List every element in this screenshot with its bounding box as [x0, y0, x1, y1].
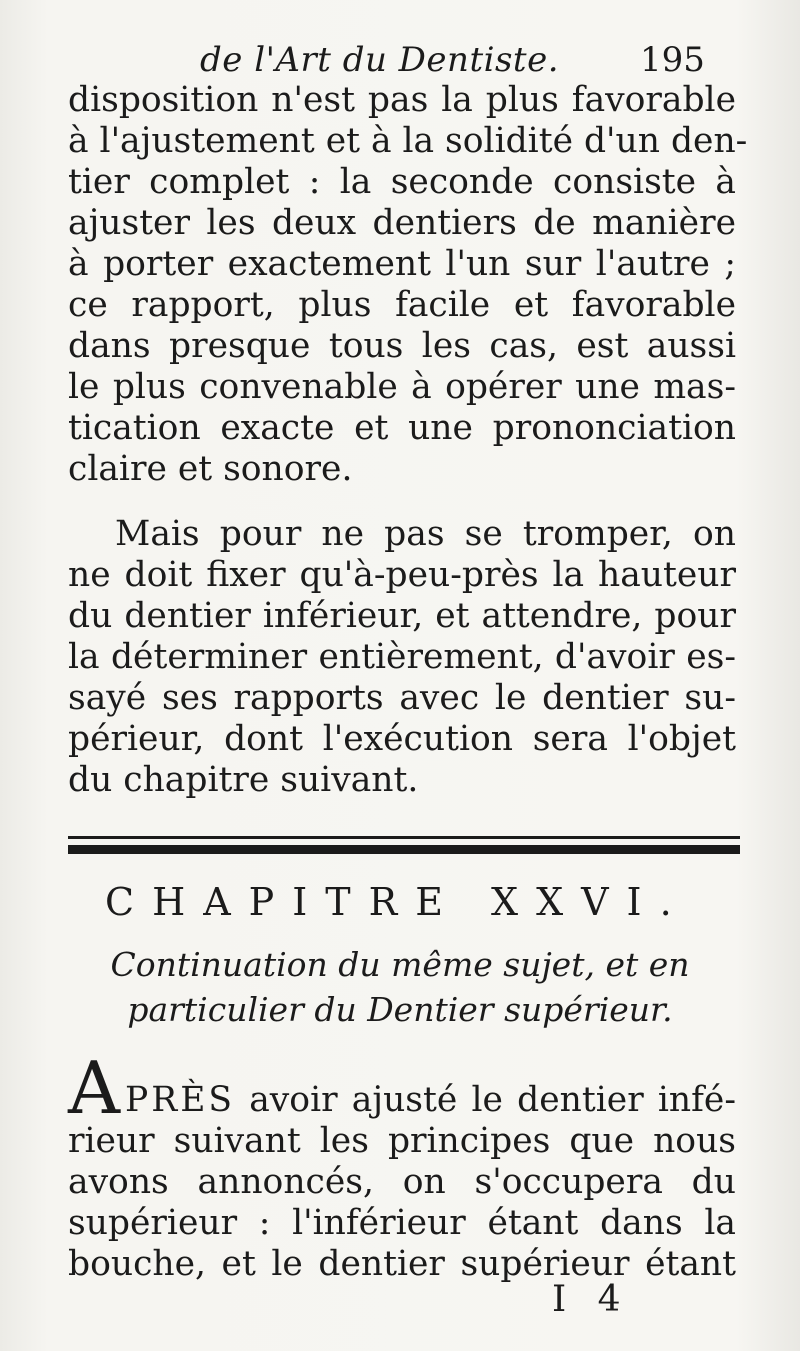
first-line-rest: avoir ajusté le dentier infé- [249, 1080, 736, 1120]
text-line: ne doit fixer qu'à-peu-près la hauteur [68, 555, 736, 595]
text-line: tication exacte et une prononciation [68, 408, 736, 448]
text-line: ce rapport, plus facile et favorable [68, 285, 736, 325]
text-line: tier complet : la seconde consiste à [68, 162, 736, 202]
text-line-indented: Mais pour ne pas se tromper, on [115, 514, 736, 554]
text-line: périeur, dont l'exécution sera l'objet [68, 719, 736, 759]
text-line: le plus convenable à opérer une mas- [68, 367, 736, 407]
divider-rule-thin [68, 836, 740, 839]
text-line: rieur suivant les principes que nous [68, 1121, 736, 1161]
text-line: à l'ajustement et à la solidité d'un den- [68, 121, 748, 161]
text-line: supérieur : l'inférieur étant dans la [68, 1203, 736, 1243]
divider-rule-thick [68, 845, 740, 854]
first-word-smallcaps: PRÈS [125, 1080, 236, 1120]
running-head [0, 36, 800, 86]
text-line: la déterminer entièrement, d'avoir es- [68, 637, 736, 677]
text-line: bouche, et le dentier supérieur étant [68, 1244, 736, 1284]
text-line: du chapitre suivant. [68, 760, 419, 800]
signature-mark: I 4 [552, 1279, 631, 1320]
page-number: 195 [640, 40, 705, 80]
chapter-subtitle-line2: particulier du Dentier supérieur. [127, 990, 673, 1029]
text-line: dans presque tous les cas, est aussi [68, 326, 736, 366]
chapter-title: CHAPITRE XXVI. [105, 880, 690, 924]
drop-cap: A [68, 1046, 120, 1130]
text-line: sayé ses rapports avec le dentier su- [68, 678, 736, 718]
text-line: avons annoncés, on s'occupera du [68, 1162, 736, 1202]
text-line: à porter exactement l'un sur l'autre ; [68, 244, 736, 284]
chapter-subtitle-line1: Continuation du même sujet, et en [110, 945, 690, 984]
text-line-first [125, 1080, 736, 1120]
text-line: du dentier inférieur, et attendre, pour [68, 596, 736, 636]
text-line: disposition n'est pas la plus favorable [68, 80, 736, 120]
text-line: claire et sonore. [68, 449, 353, 489]
text-line: ajuster les deux dentiers de manière [68, 203, 736, 243]
running-head-title: de l'Art du Dentiste. [200, 40, 560, 80]
